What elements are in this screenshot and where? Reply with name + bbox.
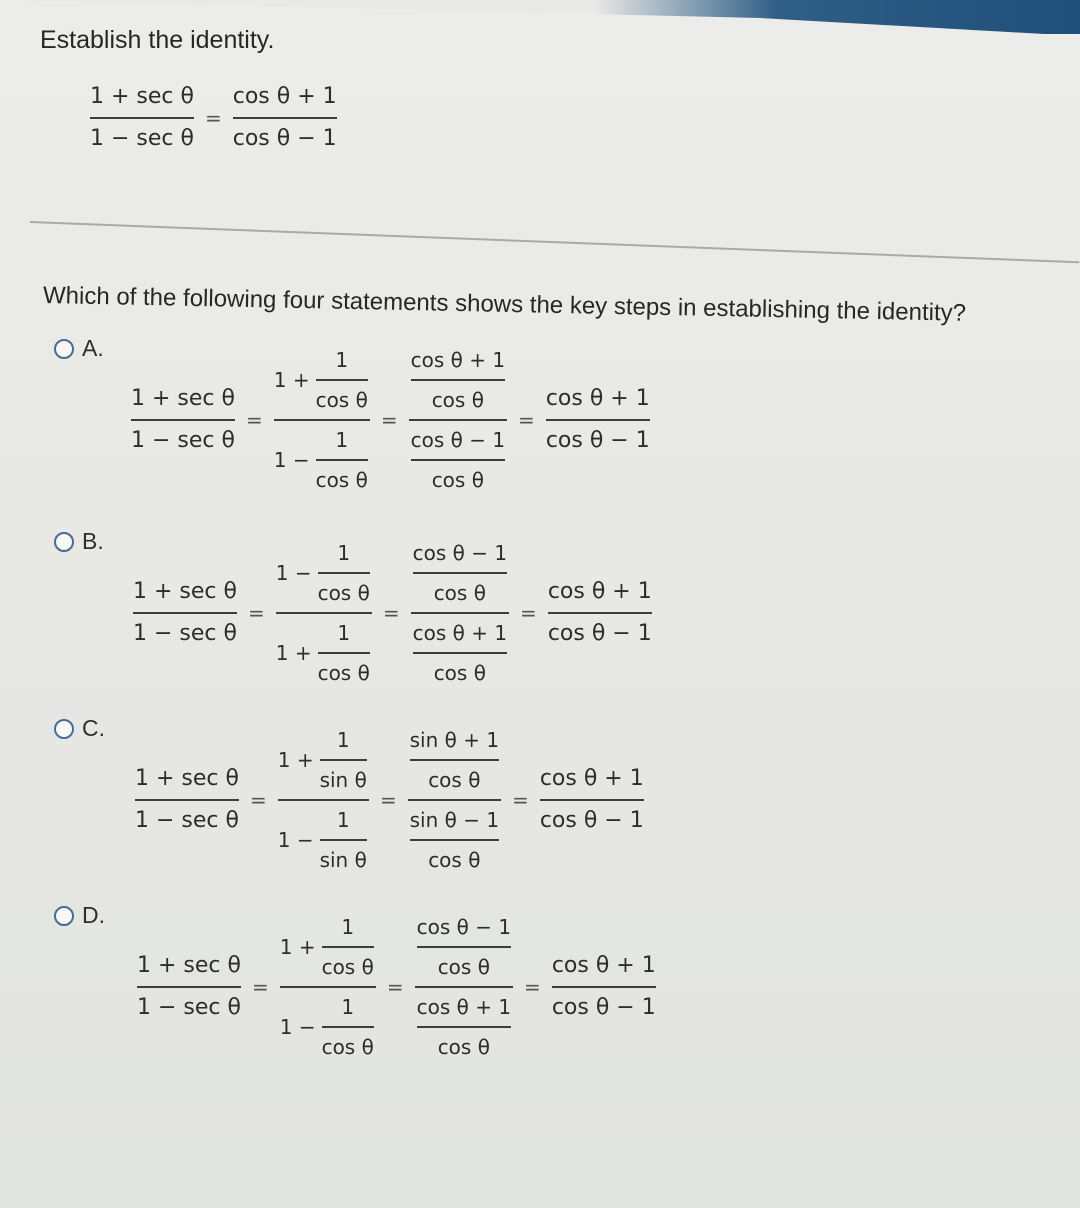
option-c-equals-2: = xyxy=(379,788,397,812)
option-d-lhs-denominator: 1 − sec θ xyxy=(137,995,241,1020)
option-c-radio[interactable] xyxy=(54,719,74,739)
identity-line xyxy=(88,86,339,150)
option-a-rhs-bar xyxy=(546,419,650,421)
identity-right-denominator: cos θ − 1 xyxy=(232,126,337,151)
option-b-middle-denominator-bottom: cos θ xyxy=(433,661,486,685)
option-a-middle-denominator-bottom: cos θ xyxy=(431,468,484,492)
option-c-middle-fraction xyxy=(408,730,501,870)
option-a-middle-numerator-top: cos θ + 1 xyxy=(410,348,506,372)
option-d-complex-denominator-subnumerator: 1 xyxy=(341,995,355,1019)
option-b-middle-denominator-top: cos θ + 1 xyxy=(412,621,508,645)
section-divider xyxy=(30,221,1079,263)
option-d-radio[interactable] xyxy=(54,906,74,926)
option-c-complex-main-bar xyxy=(278,799,369,801)
option-a-rhs-fraction xyxy=(546,388,650,452)
option-a-complex-denominator-subnumerator: 1 xyxy=(335,428,349,452)
option-d-middle-denominator xyxy=(415,997,513,1057)
option-d-equation xyxy=(135,917,658,1057)
option-b-lhs-numerator: 1 + sec θ xyxy=(133,579,237,604)
option-d[interactable] xyxy=(54,902,105,929)
identity-equals-sign: = xyxy=(204,106,222,130)
option-a-equals-3: = xyxy=(518,408,535,432)
option-b-rhs-fraction xyxy=(548,581,652,645)
option-a-complex-numerator-subfraction xyxy=(316,350,368,410)
option-c-complex-numerator-term xyxy=(278,730,369,790)
option-c-complex-denominator-prefix: 1 − xyxy=(277,828,314,852)
option-a-middle-fraction xyxy=(409,350,507,490)
option-d-complex-main-bar xyxy=(280,986,376,988)
option-b-complex-denominator-subnumerator: 1 xyxy=(337,621,351,645)
option-a-rhs-numerator: cos θ + 1 xyxy=(545,386,650,411)
option-c-lhs-numerator: 1 + sec θ xyxy=(135,766,239,791)
option-a-complex-numerator-term xyxy=(274,350,370,410)
option-a-equation xyxy=(129,350,652,490)
option-b-complex-numerator-subdenominator: cos θ xyxy=(317,581,370,605)
option-d-complex-denominator-prefix: 1 − xyxy=(279,1015,316,1039)
option-b-complex-numerator-subnumerator: 1 xyxy=(337,541,351,565)
option-c-middle-denominator-top: sin θ − 1 xyxy=(409,808,500,832)
question-prompt: Which of the following four statements shows the key steps in establishing the identity? xyxy=(42,282,967,327)
option-d-complex-fraction xyxy=(280,917,376,1057)
option-c-complex-denominator-subbar xyxy=(320,839,367,841)
option-c-middle-denominator-subfraction xyxy=(410,810,499,870)
option-d-middle-numerator-bottom: cos θ xyxy=(437,955,490,979)
option-d-rhs-bar xyxy=(552,986,656,988)
option-d-middle-denominator-top: cos θ + 1 xyxy=(416,995,512,1019)
option-c-middle-main-bar xyxy=(408,799,501,801)
option-a-complex-denominator xyxy=(274,430,370,490)
option-a-complex-numerator-subdenominator: cos θ xyxy=(315,388,368,412)
option-a-middle-denominator xyxy=(409,430,507,490)
option-c-complex-numerator-subnumerator: 1 xyxy=(336,728,350,752)
option-d-middle-fraction xyxy=(415,917,513,1057)
option-b-complex-denominator xyxy=(276,623,372,683)
option-c-lhs-fraction xyxy=(135,768,239,832)
identity-equation xyxy=(88,86,339,150)
option-b-middle-denominator-bar xyxy=(413,652,507,654)
option-a-middle-denominator-subfraction xyxy=(411,430,505,490)
option-a-complex-numerator-prefix: 1 + xyxy=(273,368,310,392)
identity-left-numerator: 1 + sec θ xyxy=(90,84,194,109)
option-c-complex-denominator-subfraction xyxy=(320,810,367,870)
option-c-middle-numerator xyxy=(408,730,501,790)
option-c-middle-denominator xyxy=(408,810,501,870)
option-d-lhs-numerator: 1 + sec θ xyxy=(137,953,241,978)
option-a-complex-fraction xyxy=(274,350,370,490)
option-c-middle-denominator-bottom: cos θ xyxy=(428,848,481,872)
option-b-lhs-bar xyxy=(133,612,237,614)
option-c-complex-numerator-subdenominator: sin θ xyxy=(319,768,367,792)
option-b-complex-denominator-subfraction xyxy=(318,623,370,683)
option-b-label: B. xyxy=(82,528,104,554)
option-d-equals-3: = xyxy=(524,975,541,999)
option-d-complex-numerator-subnumerator: 1 xyxy=(341,915,355,939)
option-d-rhs-denominator: cos θ − 1 xyxy=(551,995,656,1020)
option-c-equals-1: = xyxy=(249,788,267,812)
option-c-middle-denominator-bar xyxy=(410,839,499,841)
option-d-middle-denominator-bar xyxy=(417,1026,511,1028)
identity-left-denominator: 1 − sec θ xyxy=(90,126,194,151)
option-c-lhs-bar xyxy=(135,799,239,801)
option-b-complex-numerator xyxy=(276,543,372,603)
problem-title: Establish the identity. xyxy=(40,26,275,54)
option-c-complex-denominator-subnumerator: 1 xyxy=(336,808,350,832)
option-a-complex-denominator-term xyxy=(274,430,370,490)
option-b-rhs-denominator: cos θ − 1 xyxy=(547,621,652,646)
option-a-lhs-numerator: 1 + sec θ xyxy=(131,386,235,411)
option-b-complex-denominator-subbar xyxy=(318,652,370,654)
option-c-equals-3: = xyxy=(512,788,529,812)
option-c-label: C. xyxy=(82,715,105,741)
option-a-complex-main-bar xyxy=(274,419,370,421)
option-b-complex-numerator-subfraction xyxy=(318,543,370,603)
option-a-equals-2: = xyxy=(380,408,398,432)
option-d-equals-2: = xyxy=(386,975,404,999)
option-b-middle-main-bar xyxy=(411,612,509,614)
option-a-math xyxy=(129,350,652,490)
option-a-label: A. xyxy=(82,335,104,361)
option-c-middle-numerator-top: sin θ + 1 xyxy=(409,728,500,752)
option-a-radio[interactable] xyxy=(54,339,74,359)
option-c-middle-numerator-bottom: cos θ xyxy=(428,768,481,792)
option-a-lhs-fraction xyxy=(131,388,235,452)
option-d-complex-numerator-term xyxy=(280,917,376,977)
option-b-lhs-denominator: 1 − sec θ xyxy=(133,621,237,646)
option-a-complex-numerator xyxy=(274,350,370,410)
option-b-complex-fraction xyxy=(276,543,372,683)
option-c-complex-fraction xyxy=(278,730,369,870)
option-c[interactable] xyxy=(54,715,105,742)
option-b[interactable] xyxy=(54,528,104,555)
option-b-complex-numerator-term xyxy=(276,543,372,603)
option-b-complex-numerator-prefix: 1 − xyxy=(275,561,312,585)
option-b-middle-denominator xyxy=(411,623,509,683)
option-d-complex-numerator-subbar xyxy=(322,946,374,948)
option-b-middle-numerator-top: cos θ − 1 xyxy=(412,541,508,565)
option-c-complex-denominator-term xyxy=(278,810,369,870)
option-a-middle-numerator-subfraction xyxy=(411,350,505,410)
option-b-complex-denominator-prefix: 1 + xyxy=(275,641,312,665)
option-b-complex-denominator-subdenominator: cos θ xyxy=(317,661,370,685)
option-b-middle-numerator-bar xyxy=(413,572,507,574)
option-d-complex-numerator-subdenominator: cos θ xyxy=(321,955,374,979)
option-a-complex-denominator-prefix: 1 − xyxy=(273,448,310,472)
option-d-complex-numerator-prefix: 1 + xyxy=(279,935,316,959)
option-a-middle-denominator-bar xyxy=(411,459,505,461)
option-a-equals-1: = xyxy=(245,408,263,432)
option-d-middle-denominator-bottom: cos θ xyxy=(437,1035,490,1059)
option-d-middle-numerator xyxy=(415,917,513,977)
option-b-math xyxy=(131,543,654,683)
option-a-middle-numerator-bar xyxy=(411,379,505,381)
option-d-complex-denominator-term xyxy=(280,997,376,1057)
option-b-middle-numerator-subfraction xyxy=(413,543,507,603)
option-c-complex-denominator xyxy=(278,810,369,870)
identity-left-fraction-bar xyxy=(90,117,194,119)
option-a-middle-denominator-top: cos θ − 1 xyxy=(410,428,506,452)
option-c-complex-numerator xyxy=(278,730,369,790)
option-c-rhs-fraction xyxy=(540,768,644,832)
option-d-complex-numerator-subfraction xyxy=(322,917,374,977)
option-d-middle-numerator-top: cos θ − 1 xyxy=(416,915,512,939)
option-b-rhs-numerator: cos θ + 1 xyxy=(547,579,652,604)
option-d-math xyxy=(135,917,658,1057)
option-c-middle-numerator-bar xyxy=(410,759,499,761)
option-d-middle-numerator-subfraction xyxy=(417,917,511,977)
option-d-equals-1: = xyxy=(251,975,269,999)
identity-right-numerator: cos θ + 1 xyxy=(232,84,337,109)
option-b-equals-1: = xyxy=(247,601,265,625)
option-c-rhs-numerator: cos θ + 1 xyxy=(539,766,644,791)
option-b-middle-fraction xyxy=(411,543,509,683)
option-a-lhs-bar xyxy=(131,419,235,421)
option-a-complex-denominator-subbar xyxy=(316,459,368,461)
option-a[interactable] xyxy=(54,335,104,362)
option-b-middle-numerator-bottom: cos θ xyxy=(433,581,486,605)
option-a-middle-numerator xyxy=(409,350,507,410)
option-a-lhs-denominator: 1 − sec θ xyxy=(131,428,235,453)
option-c-lhs-denominator: 1 − sec θ xyxy=(135,808,239,833)
option-c-equation xyxy=(133,730,646,870)
option-c-complex-numerator-prefix: 1 + xyxy=(277,748,314,772)
option-b-rhs-bar xyxy=(548,612,652,614)
option-b-middle-denominator-subfraction xyxy=(413,623,507,683)
option-c-middle-numerator-subfraction xyxy=(410,730,499,790)
option-c-rhs-bar xyxy=(540,799,644,801)
option-d-rhs-fraction xyxy=(552,955,656,1019)
option-a-rhs-denominator: cos θ − 1 xyxy=(545,428,650,453)
option-b-middle-numerator xyxy=(411,543,509,603)
option-d-rhs-numerator: cos θ + 1 xyxy=(551,953,656,978)
option-c-math xyxy=(133,730,646,870)
option-d-complex-denominator-subdenominator: cos θ xyxy=(321,1035,374,1059)
option-b-equals-2: = xyxy=(382,601,400,625)
identity-left-fraction xyxy=(90,86,194,150)
option-c-rhs-denominator: cos θ − 1 xyxy=(539,808,644,833)
option-a-middle-numerator-bottom: cos θ xyxy=(431,388,484,412)
option-d-label: D. xyxy=(82,902,105,928)
option-b-complex-main-bar xyxy=(276,612,372,614)
option-d-lhs-fraction xyxy=(137,955,241,1019)
option-d-middle-numerator-bar xyxy=(417,946,511,948)
identity-right-fraction-bar xyxy=(233,117,337,119)
identity-right-fraction xyxy=(233,86,337,150)
option-d-complex-numerator xyxy=(280,917,376,977)
option-a-middle-main-bar xyxy=(409,419,507,421)
option-b-complex-denominator-term xyxy=(276,623,372,683)
option-b-lhs-fraction xyxy=(133,581,237,645)
option-b-complex-numerator-subbar xyxy=(318,572,370,574)
option-c-complex-numerator-subbar xyxy=(320,759,367,761)
option-d-lhs-bar xyxy=(137,986,241,988)
option-b-equals-3: = xyxy=(520,601,537,625)
option-d-complex-denominator-subfraction xyxy=(322,997,374,1057)
option-a-complex-numerator-subbar xyxy=(316,379,368,381)
option-c-complex-denominator-subdenominator: sin θ xyxy=(319,848,367,872)
option-c-complex-numerator-subfraction xyxy=(320,730,367,790)
option-d-complex-denominator-subbar xyxy=(322,1026,374,1028)
option-d-complex-denominator xyxy=(280,997,376,1057)
option-b-radio[interactable] xyxy=(54,532,74,552)
option-d-middle-main-bar xyxy=(415,986,513,988)
option-a-complex-numerator-subnumerator: 1 xyxy=(335,348,349,372)
option-b-equation xyxy=(131,543,654,683)
option-a-complex-denominator-subdenominator: cos θ xyxy=(315,468,368,492)
option-d-middle-denominator-subfraction xyxy=(417,997,511,1057)
option-a-complex-denominator-subfraction xyxy=(316,430,368,490)
